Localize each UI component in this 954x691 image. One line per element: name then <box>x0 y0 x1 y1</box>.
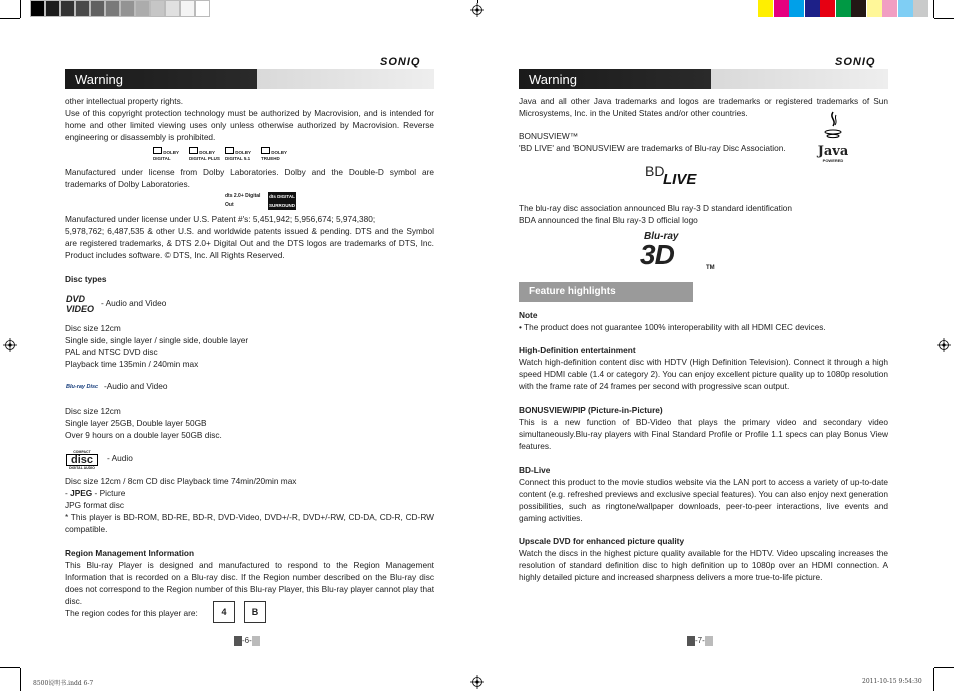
dolby-logos <box>153 147 293 161</box>
license-paragraph <box>65 95 434 143</box>
upscale-heading: Upscale DVD for enhanced picture quality <box>519 536 685 546</box>
gray-swatch <box>30 0 45 17</box>
bluray-3d-logo-icon: Blu-ray 3D TM <box>640 231 715 271</box>
text-line: Playback time 135min / 240min max <box>65 359 199 369</box>
text-line: PAL and NTSC DVD disc <box>65 347 158 357</box>
dvd-logo-icon: DVD VIDEO <box>66 294 95 314</box>
crop-mark <box>934 18 954 19</box>
text-line: Single layer 25GB, Double layer 50GB <box>65 418 207 428</box>
registration-mark-icon <box>470 3 484 17</box>
color-swatch <box>913 0 928 17</box>
text-line: Over 9 hours on a double layer 50GB disc. <box>65 430 222 440</box>
color-swatch <box>851 0 866 17</box>
gray-swatch <box>135 0 150 17</box>
crop-mark <box>933 0 934 18</box>
pip-heading: BONUSVIEW/PIP (Picture-in-Picture) <box>519 405 663 415</box>
dvd-specs <box>65 322 434 370</box>
compact-disc-logo-icon: COMPACT disc DIGITAL AUDIO <box>66 450 98 468</box>
cd-label: - Audio <box>107 453 133 463</box>
text-line: This Blu-ray Player is designed and manufactured to respond to the Region Management Information that is recorded on a Blu-ray disc. If the Region number described on the Blu-ray disc does not correspond to the Region number of this Blu-ray Player, this Blu-ray player cannot play that disc. <box>65 560 434 606</box>
bd-live-logo-icon: BD LIVE <box>645 163 697 188</box>
gray-swatch <box>60 0 75 17</box>
color-swatch <box>867 0 882 17</box>
upscale-text: Watch the discs in the highest picture quality available for the HDTV. Video upscaling increases the resolution of standard definition disc to high definition up to 1080p over an HDMI connection. A highly detailed picture and increased sharpness delivers a more true-to-life picture. <box>519 548 888 582</box>
region-heading: Region Management Information <box>65 548 195 558</box>
dts-digital-out-logo: dts 2.0+ Digital Out <box>225 193 261 208</box>
text-line: The blu-ray disc association announced Blu ray-3 D standard identification <box>519 203 793 213</box>
crop-mark <box>934 667 954 668</box>
crop-mark <box>0 667 20 668</box>
page-number: -6- <box>234 636 260 646</box>
gray-swatch <box>90 0 105 17</box>
dts-paragraph <box>65 213 434 261</box>
region-4-globe-icon: 4 <box>213 601 235 623</box>
section-header <box>65 69 434 89</box>
text-line: The region codes for this player are: <box>65 608 198 618</box>
text-line: Single side, single layer / single side, double layer <box>65 335 249 345</box>
section-title: Warning <box>75 72 123 87</box>
note-heading: Note <box>519 310 538 320</box>
text-line: Manufactured under license under U.S. Patent #'s: 5,451,942; 5,956,674; 5,974,380; <box>65 214 376 224</box>
disc-types-heading: Disc types <box>65 274 107 284</box>
registration-mark-icon <box>470 675 484 689</box>
section-title: Warning <box>529 72 577 87</box>
text-line: BDA announced the final Blu ray-3 D official logo <box>519 215 698 225</box>
region-b-globe-icon: B <box>244 601 266 623</box>
crop-mark <box>0 18 20 19</box>
color-swatch <box>789 0 804 17</box>
brand-logo: SONIQ <box>835 56 876 68</box>
crop-mark <box>477 0 478 3</box>
registration-mark-icon <box>937 338 951 352</box>
gray-swatch <box>150 0 165 17</box>
gray-swatch <box>105 0 120 17</box>
text-line: JPG format disc <box>65 500 125 510</box>
file-slug: 8500说明书.indd 6-7 <box>33 680 94 687</box>
dolby-truehd-logo: DOLBY TRUEHD <box>261 147 295 160</box>
bdlive-text: Connect this product to the movie studios website via the LAN port to access a variety of up-to-date content (e.g. refreshed previews and exclusive special features). You can also enjoy next generation possibilities, such as ringtone/wallpaper downloads, peer-to-peer interactions, live events and gaming activities. <box>519 477 888 523</box>
dolby-digital-plus-logo: DOLBY DIGITAL PLUS <box>189 147 223 160</box>
text-line: 5,978,762; 6,487,535 & other U.S. and worldwide patents issued & pending. DTS and the Symbol are registered trademarks, & DTS 2.0+ Digital Out and the DTS logos are trademarks of DTS, Inc. Product includes software. © DTS, Inc. All Rights Reserved. <box>65 226 434 260</box>
text-line: Disc size 12cm / 8cm CD disc Playback time 74min/20min max <box>65 476 297 486</box>
text-line: Disc size 12cm <box>65 323 121 333</box>
brand-logo: SONIQ <box>380 56 421 68</box>
jpeg-line: - JPEG - Picture <box>65 488 126 498</box>
text-line: other intellectual property rights. <box>65 96 184 106</box>
bluray-label: -Audio and Video <box>104 381 168 391</box>
dolby-digital-logo: DOLBY DIGITAL <box>153 147 187 160</box>
gray-swatch <box>165 0 180 17</box>
gray-swatch <box>75 0 90 17</box>
java-paragraph: Java and all other Java trademarks and logos are trademarks or registered trademarks of Sun Microsystems, Inc. in the United States and/or other countries. <box>519 96 888 118</box>
cd-spec <box>65 475 434 535</box>
text-line: BONUSVIEW™ <box>519 131 579 141</box>
bluray-specs <box>65 405 434 441</box>
color-swatch <box>882 0 897 17</box>
feature-title: Feature highlights <box>529 286 616 297</box>
text-line: Disc size 12cm <box>65 406 121 416</box>
gray-swatch <box>195 0 210 17</box>
bluray-disc-logo-icon: Blu-ray Disc <box>66 384 99 390</box>
crop-mark <box>20 0 21 18</box>
color-swatch <box>898 0 913 17</box>
hd-text: Watch high-definition content disc with HDTV (High Definition Television). Connect it through a high speed HDMI cable (1.4 or category 2). You can enjoy excellent picture quality up to 1080p resolution with the frame rate of 24 frames per second with progressive scan output. <box>519 357 888 391</box>
dolby-51-logo: DOLBY DIGITAL 5.1 <box>225 147 259 160</box>
hd-heading: High-Definition entertainment <box>519 345 636 355</box>
timestamp-slug: 2011-10-15 9:54:30 <box>862 678 922 685</box>
bd3d-paragraph <box>519 202 888 226</box>
color-swatch <box>758 0 773 17</box>
section-header <box>519 69 888 89</box>
gray-swatch <box>180 0 195 17</box>
page-number: -7- <box>687 636 713 646</box>
feature-highlights-header <box>519 282 693 302</box>
pip-text: This is a new function of BD-Video that plays the primary video and secondary video simultaneously.Blu-ray players with Final Standard Profile or Profile 1.1 specs can play Bonus View features. <box>519 417 888 451</box>
color-swatch <box>836 0 851 17</box>
crop-mark <box>20 668 21 691</box>
java-logo-icon: Java POWERED <box>817 110 849 168</box>
bonusview-paragraph <box>519 130 819 154</box>
gray-swatch <box>120 0 135 17</box>
compat-note: * This player is BD-ROM, BD-RE, BD-R, DVD-Video, DVD+/-R, DVD+/-RW, CD-DA, CD-R, CD-RW compatible. <box>65 512 434 534</box>
dts-surround-logo: dts DIGITAL SURROUND <box>268 194 295 208</box>
note-text: • The product does not guarantee 100% interoperability with all HDMI CEC devices. <box>519 322 826 332</box>
crop-mark <box>933 668 934 691</box>
dolby-paragraph: Manufactured under license from Dolby Laboratories. Dolby and the Double-D symbol are trademarks of Dolby Laboratories. <box>65 167 434 189</box>
registration-mark-icon <box>3 338 17 352</box>
color-swatch <box>820 0 835 17</box>
color-swatch <box>774 0 789 17</box>
color-swatch <box>805 0 820 17</box>
dvd-label: - Audio and Video <box>101 298 167 308</box>
text-line: Use of this copyright protection technology must be authorized by Macrovision, and is intended for home and other limited viewing uses only unless otherwise authorized by Macrovision. Reverse engineering or disassembly is prohibited. <box>65 108 434 142</box>
text-line: 'BD LIVE' and 'BONUSVIEW are trademarks of Blu-ray Disc Association. <box>519 143 786 153</box>
bdlive-heading: BD-Live <box>519 465 551 475</box>
gray-swatch <box>45 0 60 17</box>
